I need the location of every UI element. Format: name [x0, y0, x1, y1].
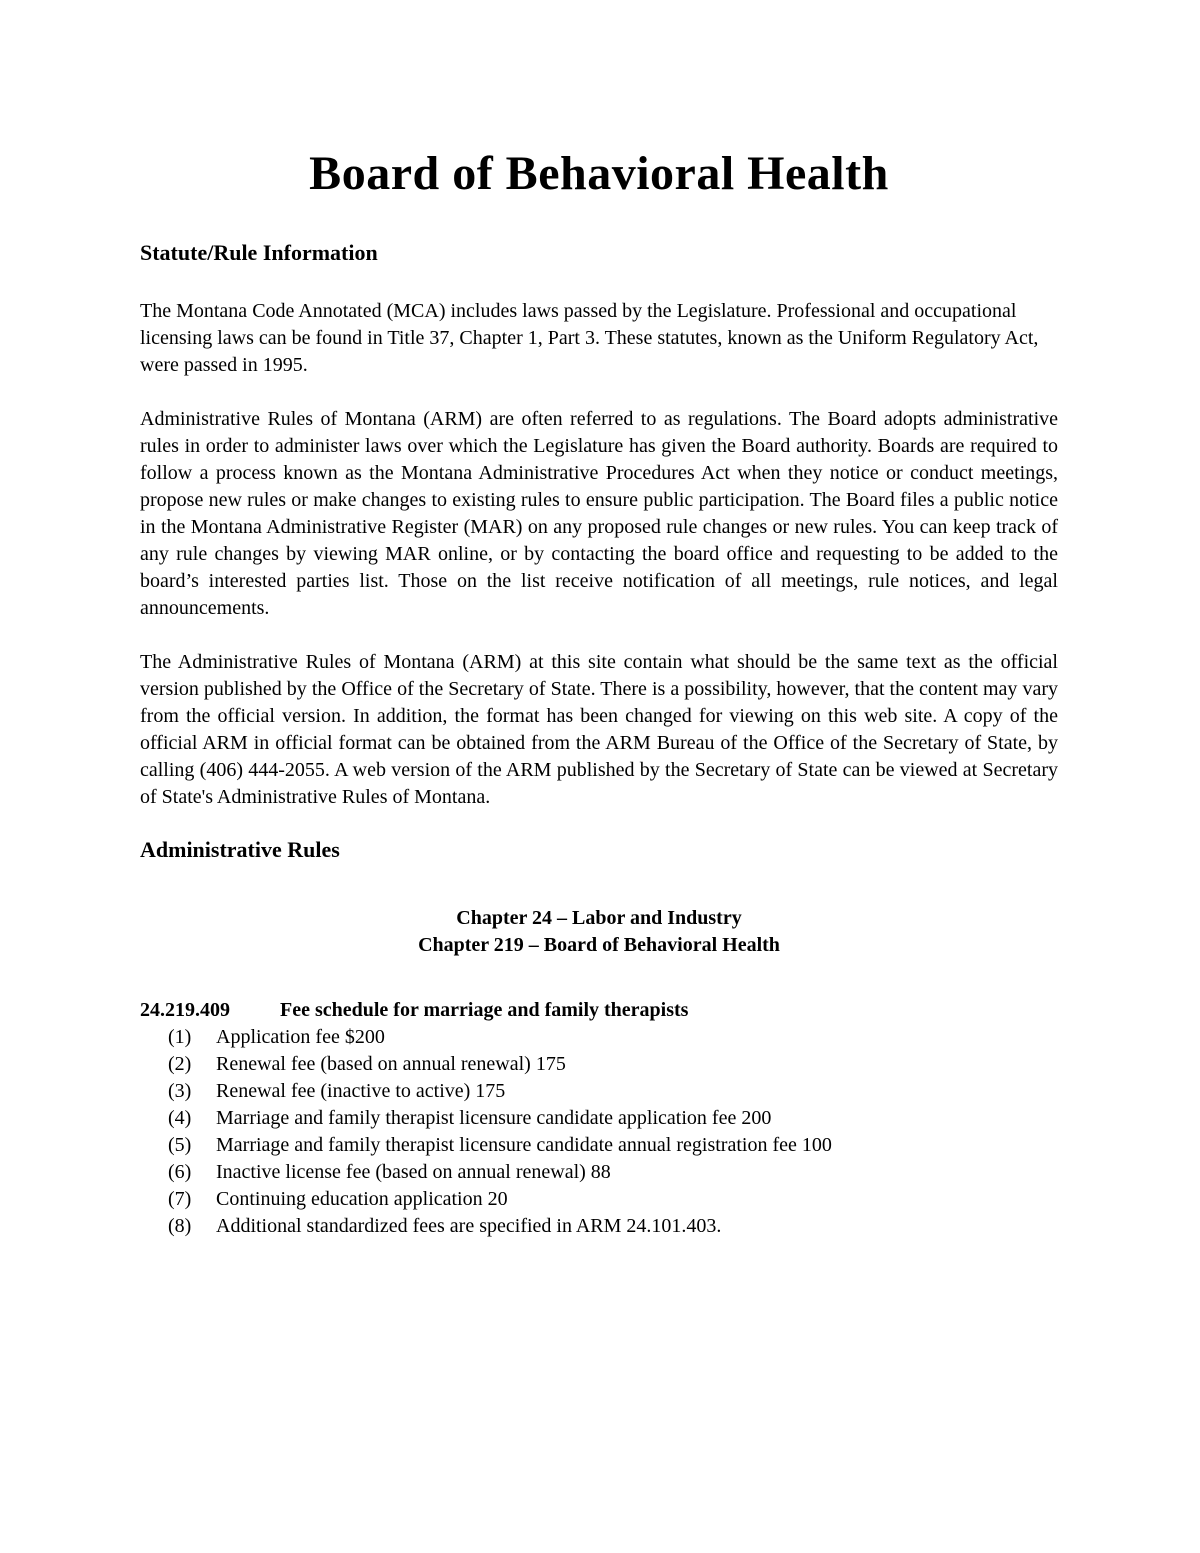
- list-item-number: (2): [168, 1053, 192, 1075]
- list-item-text: Marriage and family therapist licensure candidate application fee 200: [216, 1107, 772, 1129]
- rule-title: [140, 997, 1058, 1024]
- list-item: [140, 1159, 1058, 1186]
- rule-title-text: Fee schedule for marriage and family therapists: [280, 999, 689, 1021]
- list-item-text: Additional standardized fees are specified in ARM 24.101.403.: [216, 1215, 722, 1237]
- list-item-text: Renewal fee (inactive to active) 175: [216, 1080, 506, 1102]
- list-item: [140, 1105, 1058, 1132]
- list-item: [140, 1186, 1058, 1213]
- list-item: [140, 1078, 1058, 1105]
- list-item-text: Inactive license fee (based on annual renewal) 88: [216, 1161, 611, 1183]
- fee-schedule-list: [140, 1024, 1058, 1240]
- list-item: [140, 1132, 1058, 1159]
- statute-rule-heading: Statute/Rule Information: [140, 240, 378, 265]
- arm-disclaimer-paragraph: The Administrative Rules of Montana (ARM) at this site contain what should be the same text as the official version published by the Office of the Secretary of State. There is a possibility, however, that the content may vary from the official version. In addition, the format has been changed for viewing on this web site. A copy of the official ARM in official format can be obtained from the ARM Bureau of the Office of the Secretary of State, by calling (406) 444-2055. A web version of the ARM published by the Secretary of State can be viewed at Secretary of State's Administrative Rules of Montana.: [140, 651, 1058, 808]
- rule-number: 24.219.409: [140, 999, 230, 1021]
- list-item-text: Application fee $200: [216, 1026, 385, 1048]
- mca-paragraph: The Montana Code Annotated (MCA) includes laws passed by the Legislature. Professional and occupational licensing laws can be found in Title 37, Chapter 1, Part 3. These statutes, known as the Uniform Regulatory Act, were passed in 1995.: [140, 300, 1039, 376]
- chapter-headings: [140, 905, 1058, 959]
- list-item: [140, 1024, 1058, 1051]
- administrative-rules-heading: Administrative Rules: [140, 837, 340, 862]
- chapter-24-heading: Chapter 24 – Labor and Industry: [456, 907, 742, 929]
- list-item-number: (8): [168, 1215, 192, 1237]
- list-item-number: (1): [168, 1026, 192, 1048]
- list-item: [140, 1051, 1058, 1078]
- list-item-text: Renewal fee (based on annual renewal) 175: [216, 1053, 566, 1075]
- list-item-number: (6): [168, 1161, 192, 1183]
- chapter-219-heading: Chapter 219 – Board of Behavioral Health: [418, 934, 780, 956]
- list-item-number: (7): [168, 1188, 192, 1210]
- list-item-number: (4): [168, 1107, 192, 1129]
- arm-paragraph: Administrative Rules of Montana (ARM) are often referred to as regulations. The Board adopts administrative rules in order to administer laws over which the Legislature has given the Board authority. Boards are required to follow a process known as the Montana Administrative Procedures Act when they notice or conduct meetings, propose new rules or make changes to existing rules to ensure public participation. The Board files a public notice in the Montana Administrative Register (MAR) on any proposed rule changes or new rules. You can keep track of any rule changes by viewing MAR online, or by contacting the board office and requesting to be added to the board’s interested parties list. Those on the list receive notification of all meetings, rule notices, and legal announcements.: [140, 408, 1058, 619]
- list-item-number: (5): [168, 1134, 192, 1156]
- list-item-text: Marriage and family therapist licensure candidate annual registration fee 100: [216, 1134, 832, 1156]
- list-item-text: Continuing education application 20: [216, 1188, 508, 1210]
- list-item: [140, 1213, 1058, 1240]
- document-page: [140, 138, 1058, 1240]
- document-title: Board of Behavioral Health: [309, 147, 889, 200]
- list-item-number: (3): [168, 1080, 192, 1102]
